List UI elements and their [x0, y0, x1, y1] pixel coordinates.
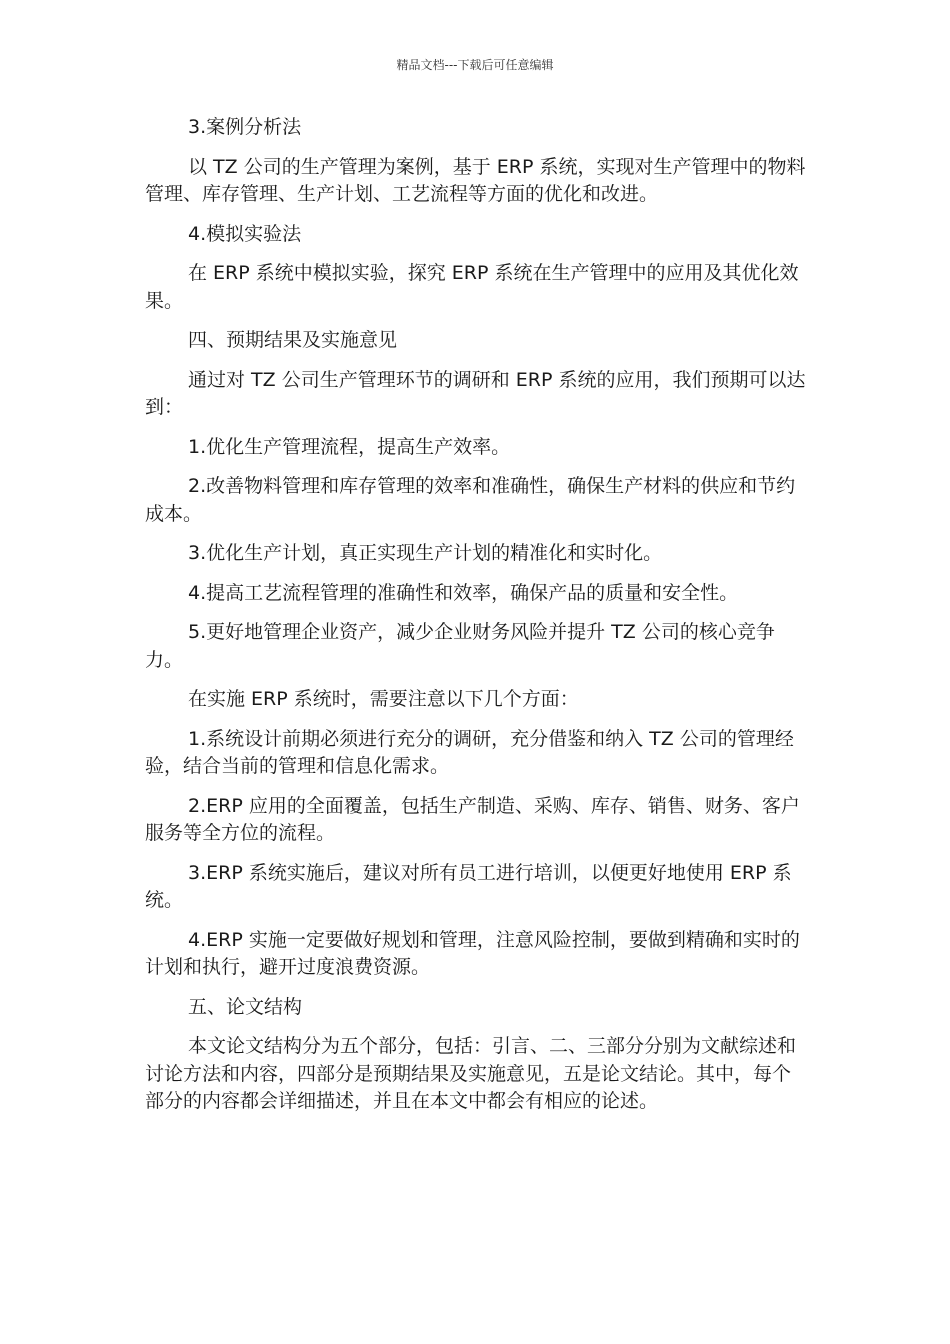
paragraph-implementation-intro: 在实施 ERP 系统时，需要注意以下几个方面：: [188, 688, 579, 710]
section-heading-thesis-structure: 五、论文结构: [188, 995, 303, 1018]
list-item-expected-2: 2.改善物料管理和库存管理的效率和准确性，确保生产材料的供应和节约成本。: [145, 475, 796, 525]
subheading-case-analysis: 3.案例分析法: [188, 116, 302, 138]
paragraph-simulation: 在 ERP 系统中模拟实验，探究 ERP 系统在生产管理中的应用及其优化效果。: [145, 262, 799, 312]
list-item-expected-3: 3.优化生产计划，真正实现生产计划的精准化和实时化。: [188, 542, 663, 564]
list-item-implementation-4: 4.ERP 实施一定要做好规划和管理，注意风险控制，要做到精确和实时的计划和执行，避开过度浪费资源。: [145, 928, 800, 978]
paragraph-expected-intro: 通过对 TZ 公司生产管理环节的调研和 ERP 系统的应用，我们预期可以达到：: [145, 368, 806, 418]
paragraph-thesis-structure: 本文论文结构分为五个部分，包括：引言、二、三部分分别为文献综述和讨论方法和内容，四部分是预期结果及实施意见，五是论文结论。其中，每个部分的内容都会详细描述，并且在本文中都会有相应的论述。: [145, 1035, 797, 1112]
list-item-expected-4: 4.提高工艺流程管理的准确性和效率，确保产品的质量和安全性。: [188, 581, 739, 604]
document-body: [145, 114, 807, 1128]
subheading-simulation: 4.模拟实验法: [188, 222, 302, 245]
paragraph-case-analysis: 以 TZ 公司的生产管理为案例，基于 ERP 系统，实现对生产管理中的物料管理、库存管理、生产计划、工艺流程等方面的优化和改进。: [145, 155, 806, 205]
list-item-expected-5: 5.更好地管理企业资产，减少企业财务风险并提升 TZ 公司的核心竞争力。: [145, 621, 775, 671]
section-heading-expected-results: 四、预期结果及实施意见: [188, 329, 398, 351]
list-item-implementation-1: 1.系统设计前期必须进行充分的调研，充分借鉴和纳入 TZ 公司的管理经验，结合当前的管理和信息化需求。: [145, 727, 794, 777]
page-header: 精品文档---下载后可任意编辑: [396, 58, 554, 72]
list-item-implementation-3: 3.ERP 系统实施后，建议对所有员工进行培训，以便更好地使用 ERP 系统。: [145, 861, 792, 911]
list-item-expected-1: 1.优化生产管理流程，提高生产效率。: [188, 435, 511, 458]
list-item-implementation-2: 2.ERP 应用的全面覆盖，包括生产制造、采购、库存、销售、财务、客户服务等全方位的流程。: [145, 794, 800, 844]
